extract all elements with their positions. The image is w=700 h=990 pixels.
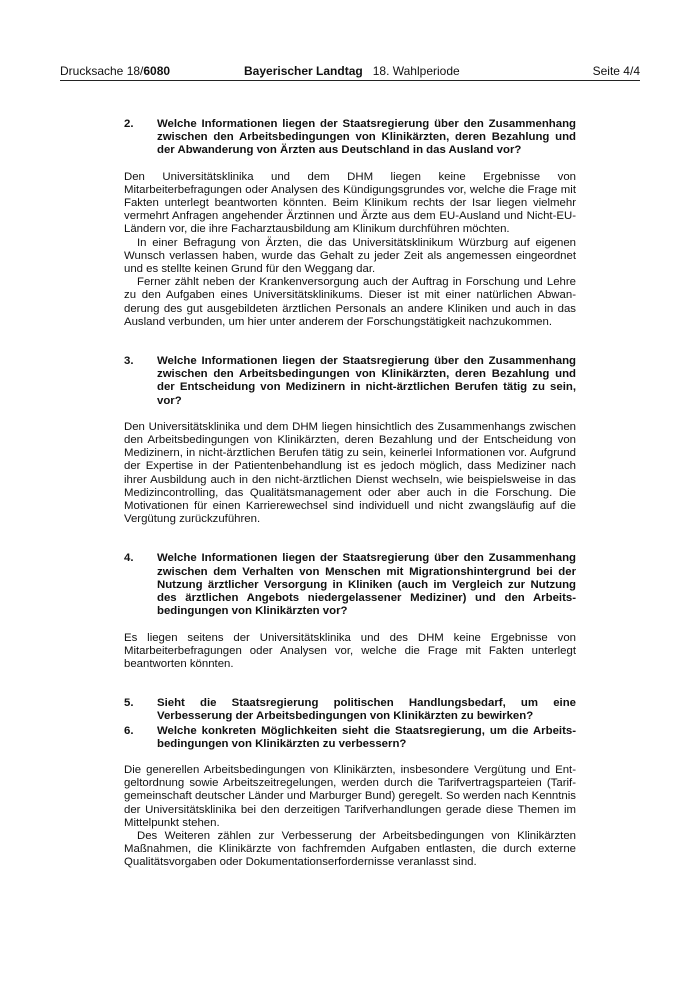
answer-5-6: [124, 764, 576, 870]
document-reference: [60, 64, 170, 78]
question-2: [124, 118, 576, 158]
answer-paragraph: Die generellen Arbeitsbedingungen von Klinikärzten, insbesondere Vergütung und Entgeltordnung sowie Arbeitszeitregelungen, werden durch die Tarifvertragsparteien (Tarifgemeinschaft deutscher Länder und Marburger Bund) geregelt. So werden nach Kenntnis der Universitätsklinika bei den derzeitigen Tarifverhandlungen gerade diese Themen im Mittelpunkt stehen.: [124, 763, 576, 829]
legislative-period: 18. Wahlperiode: [372, 64, 460, 78]
qa-section-5-6: [124, 697, 576, 869]
page-header: [60, 64, 640, 78]
question-number: 3.: [124, 355, 134, 368]
document-prefix: Drucksache 18/: [60, 64, 144, 78]
question-text: Welche konkreten Möglichkeiten sieht die Staatsregierung, um die Arbeitsbedingungen von Klinikärzten zu verbessern?: [157, 724, 576, 750]
question-number: 6.: [124, 724, 134, 737]
document-body: [124, 118, 576, 870]
question-4: [124, 552, 576, 618]
answer-3: [124, 421, 576, 527]
answer-paragraph: Des Weiteren zählen zur Verbesserung der Arbeitsbedingungen von Klinikärzten Maßnahmen, die Klinikärzte von fachfremden Aufgaben entlasten, die durch externe Qualitätsvorgaben oder Dokumentationserfordernisse veranlasst sind.: [124, 829, 576, 869]
qa-section-4: [124, 552, 576, 671]
answer-paragraph: In einer Befragung von Ärzten, die das Universitätsklinikum Würzburg auf eigenen Wunsch verlassen haben, wurde das Gehalt zu jeder Zeit als angemessen eingeordnet und es stellte keinen Grund für den Weggang dar.: [124, 236, 576, 276]
answer-4: [124, 632, 576, 672]
header-divider: [60, 80, 640, 81]
question-6: [124, 725, 576, 751]
qa-section-2: [124, 118, 576, 329]
parliament-info: [244, 64, 460, 78]
answer-2: [124, 171, 576, 329]
question-number: 2.: [124, 118, 134, 130]
question-text: Welche Informationen liegen der Staatsregierung über den Zusammenhang zwischen den Arbeitsbedingungen von Klinikärzten, deren Bezahlung und der Entscheidung von Medizinern in nicht-ärztlichen Berufen tätig zu sein, vor?: [157, 355, 576, 407]
qa-section-3: [124, 355, 576, 526]
answer-paragraph: Den Universitätsklinika und dem DHM liegen hinsichtlich des Zusammenhangs zwischen den Arbeitsbedingungen von Klinikärzten, deren Bezahlung und der Entscheidung von Medizinern, in nicht-ärztlichen Berufen tätig zu sein, keinerlei Informationen vor. Aufgrund der Expertise in der Patientenbehandlung ist es jedoch möglich, dass Mediziner nach ihrer Ausbildung auch in den nicht-ärztlichen Dienst wechseln, wie beispielsweise in das Medizincontrolling, das Qualitätsmanagement oder aber auch in die Forschung. Die Motivationen für einen Karrierewechsel sind individuell und nicht zwangsläufig auf die Vergütung zurückzuführen.: [124, 420, 576, 526]
question-5: [124, 697, 576, 723]
question-3: [124, 355, 576, 408]
question-number: 4.: [124, 552, 134, 565]
document-number: 6080: [143, 64, 171, 78]
question-number: 5.: [124, 697, 134, 710]
question-text: Welche Informationen liegen der Staatsregierung über den Zusammenhang zwischen den Arbeitsbedingungen von Klinikärzten, deren Bezahlung und der Abwanderung von Ärzten aus Deutschland in das Ausland vor?: [157, 118, 576, 157]
question-text: Sieht die Staatsregierung politischen Handlungsbedarf, um eine Verbesserung der Arbeitsbedingungen von Klinikärzten zu bewirken?: [157, 697, 576, 723]
question-text: Welche Informationen liegen der Staatsregierung über den Zusammenhang zwischen dem Verhalten von Menschen mit Migrationshintergrund bei der Nutzung ärztlicher Versorgung in Kliniken (auch im Vergleich zur Nutzung des ärztlichen Angebots niedergelassener Mediziner) und den Arbeitsbedingungen von Klinikärzten vor?: [157, 552, 576, 618]
parliament-name: Bayerischer Landtag: [244, 64, 363, 78]
answer-paragraph: Ferner zählt neben der Krankenversorgung auch der Auftrag in Forschung und Lehre zu den Aufgaben eines Universitätsklinikums. Dieser ist mit einer natürlichen Abwanderung des gut ausgebildeten ärztlichen Personals an andere Kliniken und auch in das Ausland verbunden, um hier unter anderem der Forschungstätigkeit nachzukommen.: [124, 276, 576, 328]
answer-paragraph: Den Universitätsklinika und dem DHM liegen keine Ergebnisse von Mitarbeiterbefragungen oder Analysen des Kündigungsgrundes vor, welche die Frage mit Fakten unterlegt beantworten könnten. Beim Klinikum rechts der Isar liegen vielmehr vermehrt Anfragen angehender Ärztinnen und Ärzte aus dem EU-Ausland und Nicht-EU-Ländern vor, die ihre Facharztausbildung am Klinikum durchführen möchten.: [124, 170, 576, 236]
answer-paragraph: Es liegen seitens der Universitätsklinika und des DHM keine Ergebnisse von Mitarbeiterbefragungen oder Analysen vor, welche die Frage mit Fakten unterlegt beantworten könnten.: [124, 631, 576, 670]
page-number: Seite 4/4: [592, 64, 640, 78]
